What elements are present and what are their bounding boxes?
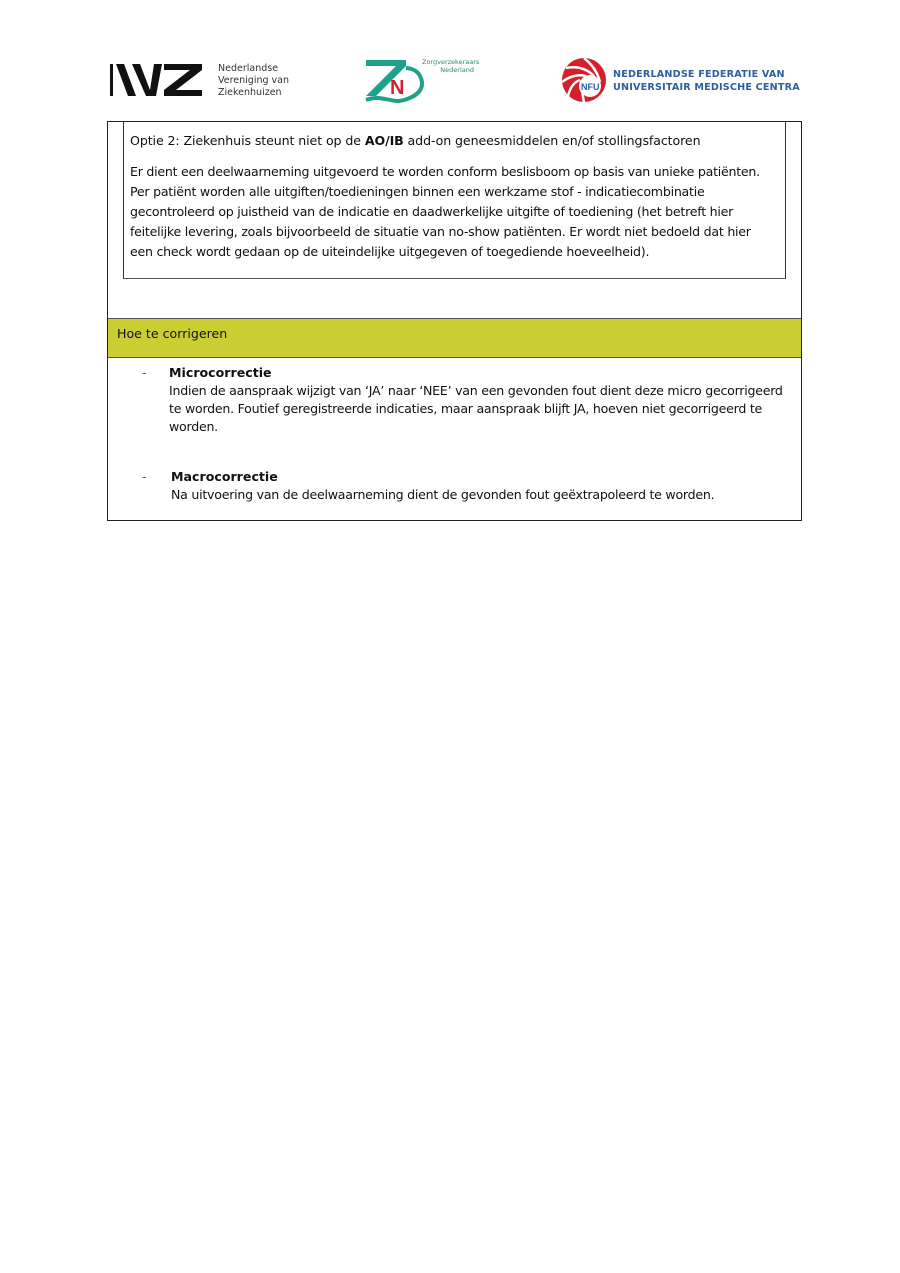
svg-text:NFU: NFU xyxy=(581,82,600,92)
svg-text:N: N xyxy=(390,77,405,99)
item-body xyxy=(169,382,799,436)
nfu-logo-line: UNIVERSITAIR MEDISCHE CENTRA xyxy=(613,82,800,93)
bullet-dash: - xyxy=(142,469,147,484)
zn-logo xyxy=(362,56,482,106)
option-body xyxy=(130,162,780,262)
content-table xyxy=(107,121,802,521)
list-item-macrocorrectie xyxy=(108,468,801,508)
section-heading-bar xyxy=(108,318,801,358)
section-heading: Hoe te corrigeren xyxy=(117,326,228,341)
nvz-logo-line: Nederlandse xyxy=(218,63,279,74)
nfu-logo xyxy=(560,56,800,106)
item-body-line: Na uitvoering van de deelwaarneming dient de gevonden fout geëxtrapoleerd te worden. xyxy=(171,487,715,502)
option-body-line: gecontroleerd op juistheid van de indicatie en daadwerkelijke uitgifte of toediening (het betreft hier xyxy=(130,204,734,219)
item-body-line: worden. xyxy=(169,419,218,434)
nvz-logo-mark xyxy=(110,62,206,98)
zn-logo-line: Nederland xyxy=(440,66,474,74)
option-title-bold: AO/IB xyxy=(364,133,404,148)
nvz-logo-line: Vereniging van xyxy=(218,75,290,86)
item-body xyxy=(171,486,801,504)
option-body-line: Er dient een deelwaarneming uitgevoerd te worden conform beslisboom op basis van unieke patiënten. xyxy=(130,164,760,179)
option-body-line: Per patiënt worden alle uitgiften/toedieningen binnen een werkzame stof - indicatiecombinatie xyxy=(130,184,705,199)
nvz-logo-line: Ziekenhuizen xyxy=(218,87,282,98)
item-title: Microcorrectie xyxy=(169,365,272,380)
option-title xyxy=(130,133,700,148)
zn-logo-line: Zorgverzekeraars xyxy=(422,58,480,66)
option-title-suffix: add-on geneesmiddelen en/of stollingsfactoren xyxy=(403,133,701,148)
item-title: Macrocorrectie xyxy=(171,469,278,484)
bullet-dash: - xyxy=(142,365,147,380)
option-title-prefix: Optie 2: Ziekenhuis steunt niet op de xyxy=(130,133,365,148)
option-box xyxy=(123,121,786,279)
nfu-logo-line: NEDERLANDSE FEDERATIE VAN xyxy=(613,69,785,80)
nfu-logo-mark xyxy=(560,56,608,104)
list-item-microcorrectie xyxy=(108,364,801,436)
item-body-line: te worden. Foutief geregistreerde indicaties, maar aanspraak blijft JA, hoeven niet gecorrigeerd te xyxy=(169,401,763,416)
nvz-logo xyxy=(110,62,300,102)
option-body-line: feitelijke levering, zoals bijvoorbeeld de situatie van no-show patiënten. Er wordt niet bedoeld dat hier xyxy=(130,224,751,239)
item-body-line: Indien de aanspraak wijzigt van ‘JA’ naar ‘NEE’ van een gevonden fout dient deze micro gecorrigeerd xyxy=(169,383,783,398)
option-body-line: een check wordt gedaan op de uiteindelijke uitgegeven of toegediende hoeveelheid). xyxy=(130,244,650,259)
page-header xyxy=(0,0,900,115)
